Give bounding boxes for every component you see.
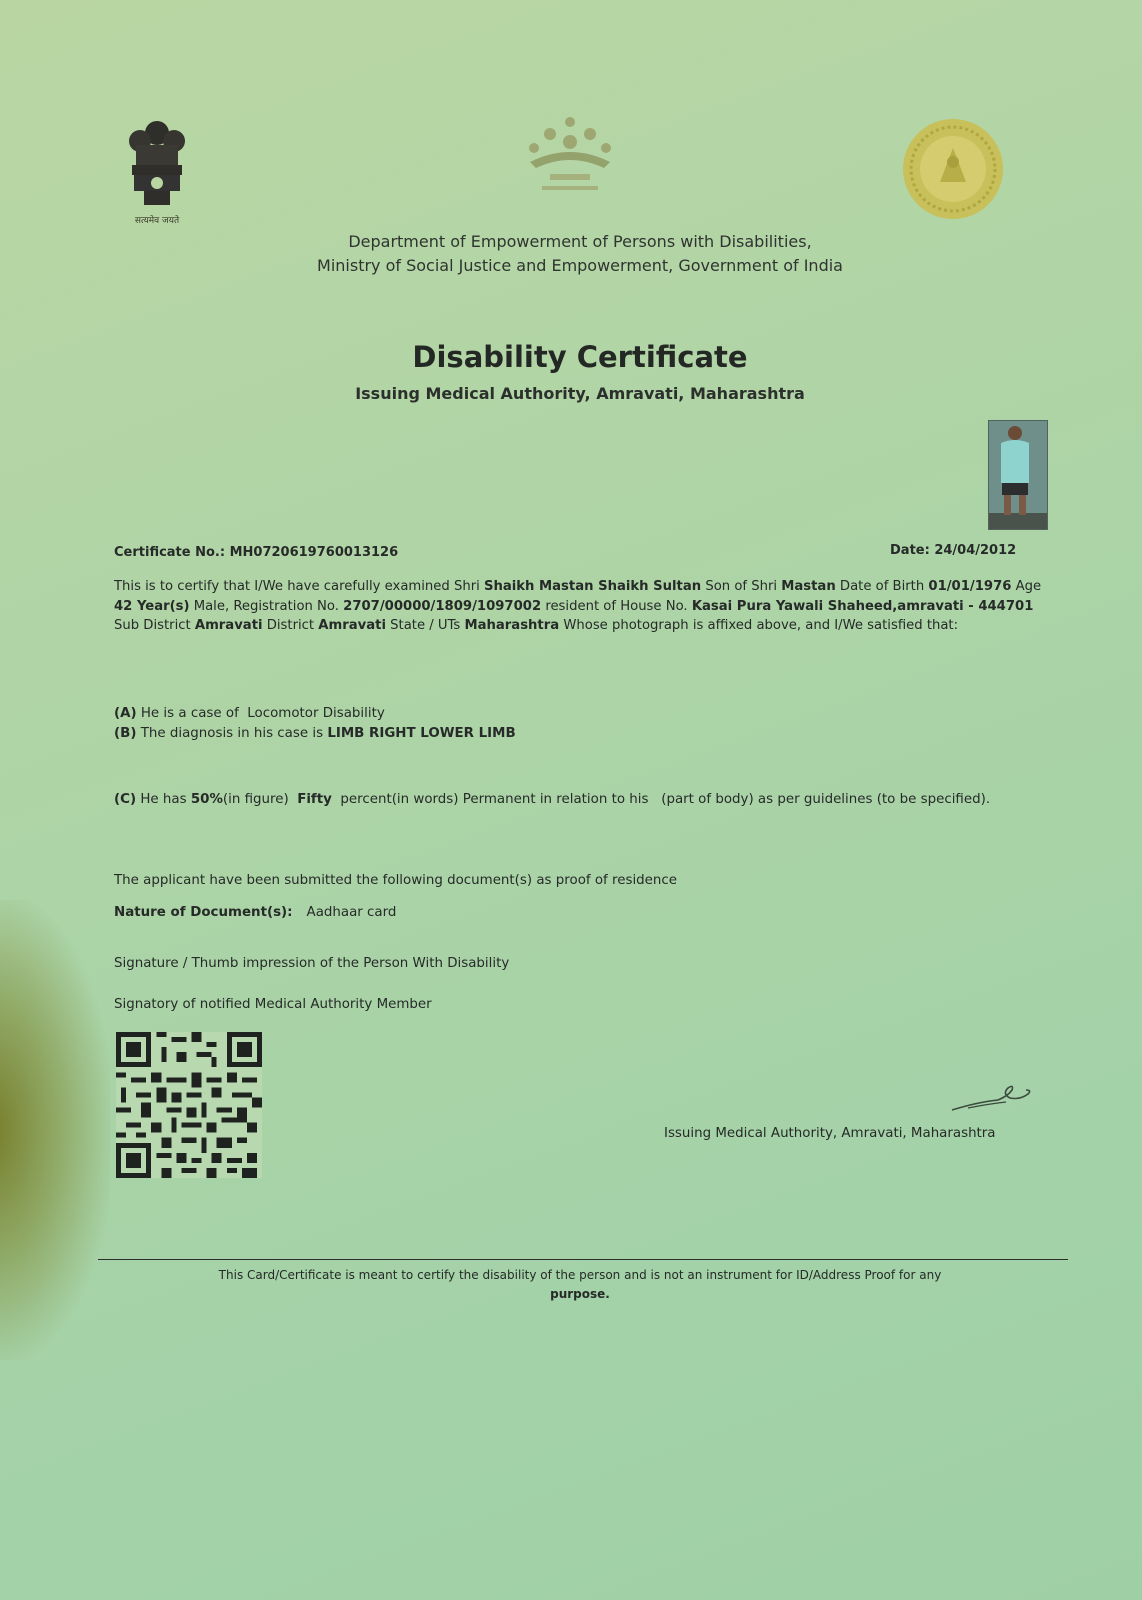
body-text: This is to certify that I/We have carefully examined Shri	[114, 579, 484, 594]
clause-a-label: (A)	[114, 706, 137, 721]
qr-code	[116, 1032, 262, 1178]
nature-label: Nature of Document(s):	[114, 905, 293, 920]
body-text: State / UTs	[385, 618, 465, 633]
district: Amravati	[318, 618, 386, 633]
certificate-number	[114, 545, 398, 560]
clause-b-label: (B)	[114, 726, 137, 741]
clause-c-text: percent(in words) Permanent in relation to his (part of body) as per guidelines (to be specified).	[331, 792, 991, 807]
clause-c-text: (in figure)	[222, 792, 298, 807]
page-subtitle: Issuing Medical Authority, Amravati, Maharashtra	[355, 384, 805, 403]
clause-b	[114, 726, 516, 741]
body-text: Date of Birth	[835, 579, 929, 594]
certificate-number-label: Certificate No.:	[114, 545, 226, 560]
certificate-number-value: MH0720619760013126	[229, 545, 399, 560]
state-seal-icon	[902, 118, 1004, 220]
body-text: District	[262, 618, 319, 633]
clause-c-label: (C)	[114, 792, 137, 807]
body-text: Son of Shri	[701, 579, 782, 594]
footer-disclaimer	[140, 1266, 1020, 1304]
disability-percent: 50%	[190, 792, 223, 807]
patient-name: Shaikh Mastan Shaikh Sultan	[483, 579, 702, 594]
page-title: Disability Certificate	[412, 340, 748, 374]
diagnosis: LIMB RIGHT LOWER LIMB	[327, 726, 516, 741]
footer-divider	[98, 1259, 1068, 1260]
age: 42 Year(s)	[114, 598, 190, 614]
clause-a	[114, 706, 385, 721]
body-text: resident of House No.	[541, 598, 692, 614]
body-text: Male, Registration No.	[189, 598, 344, 614]
disability-percent-words: Fifty	[297, 792, 332, 807]
nature-of-documents	[114, 905, 396, 920]
clause-a-text: He is a case of Locomotor Disability	[136, 706, 385, 721]
national-emblem-icon	[122, 115, 192, 227]
authority-signature	[948, 1076, 1038, 1116]
nature-value: Aadhaar card	[306, 905, 397, 920]
applicant-documents-text: The applicant have been submitted the following document(s) as proof of residence	[114, 873, 677, 888]
department-line-1: Department of Empowerment of Persons with Disabilities,	[348, 232, 812, 251]
body-text: Sub District	[114, 618, 195, 633]
body-text: Whose photograph is affixed above, and I/We satisfied that:	[559, 618, 959, 633]
page-shadow	[0, 900, 110, 1360]
person-signature-line: Signature / Thumb impression of the Person With Disability	[114, 956, 510, 971]
emblem-caption: सत्यमेव जयते	[134, 216, 180, 226]
clause-c	[114, 789, 1049, 810]
certification-paragraph	[114, 577, 1049, 636]
department-header	[200, 230, 960, 278]
registration-number: 2707/00000/1809/1097002	[343, 598, 542, 614]
body-text: Age	[1011, 579, 1042, 594]
clause-b-text: The diagnosis in his case is	[136, 726, 328, 741]
date-of-birth: 01/01/1976	[928, 579, 1012, 594]
department-line-2: Ministry of Social Justice and Empowerment, Government of India	[317, 256, 843, 275]
house-address: Kasai Pura Yawali Shaheed,amravati - 444701	[691, 598, 1034, 614]
state: Maharashtra	[464, 618, 560, 633]
clause-c-text: He has	[136, 792, 191, 807]
date-value: 24/04/2012	[934, 543, 1017, 558]
certificate-date	[890, 543, 1016, 558]
date-label: Date:	[890, 543, 930, 558]
footer-line-2: purpose.	[550, 1287, 610, 1301]
applicant-photo	[988, 420, 1048, 530]
signatory-line: Signatory of notified Medical Authority Member	[114, 997, 432, 1012]
sub-district: Amravati	[194, 618, 263, 633]
footer-line-1: This Card/Certificate is meant to certify the disability of the person and is not an instrument for ID/Address Proof for any	[218, 1268, 942, 1282]
issuing-authority: Issuing Medical Authority, Amravati, Maharashtra	[664, 1126, 996, 1141]
department-logo-icon	[520, 112, 620, 200]
father-name: Mastan	[781, 579, 836, 594]
